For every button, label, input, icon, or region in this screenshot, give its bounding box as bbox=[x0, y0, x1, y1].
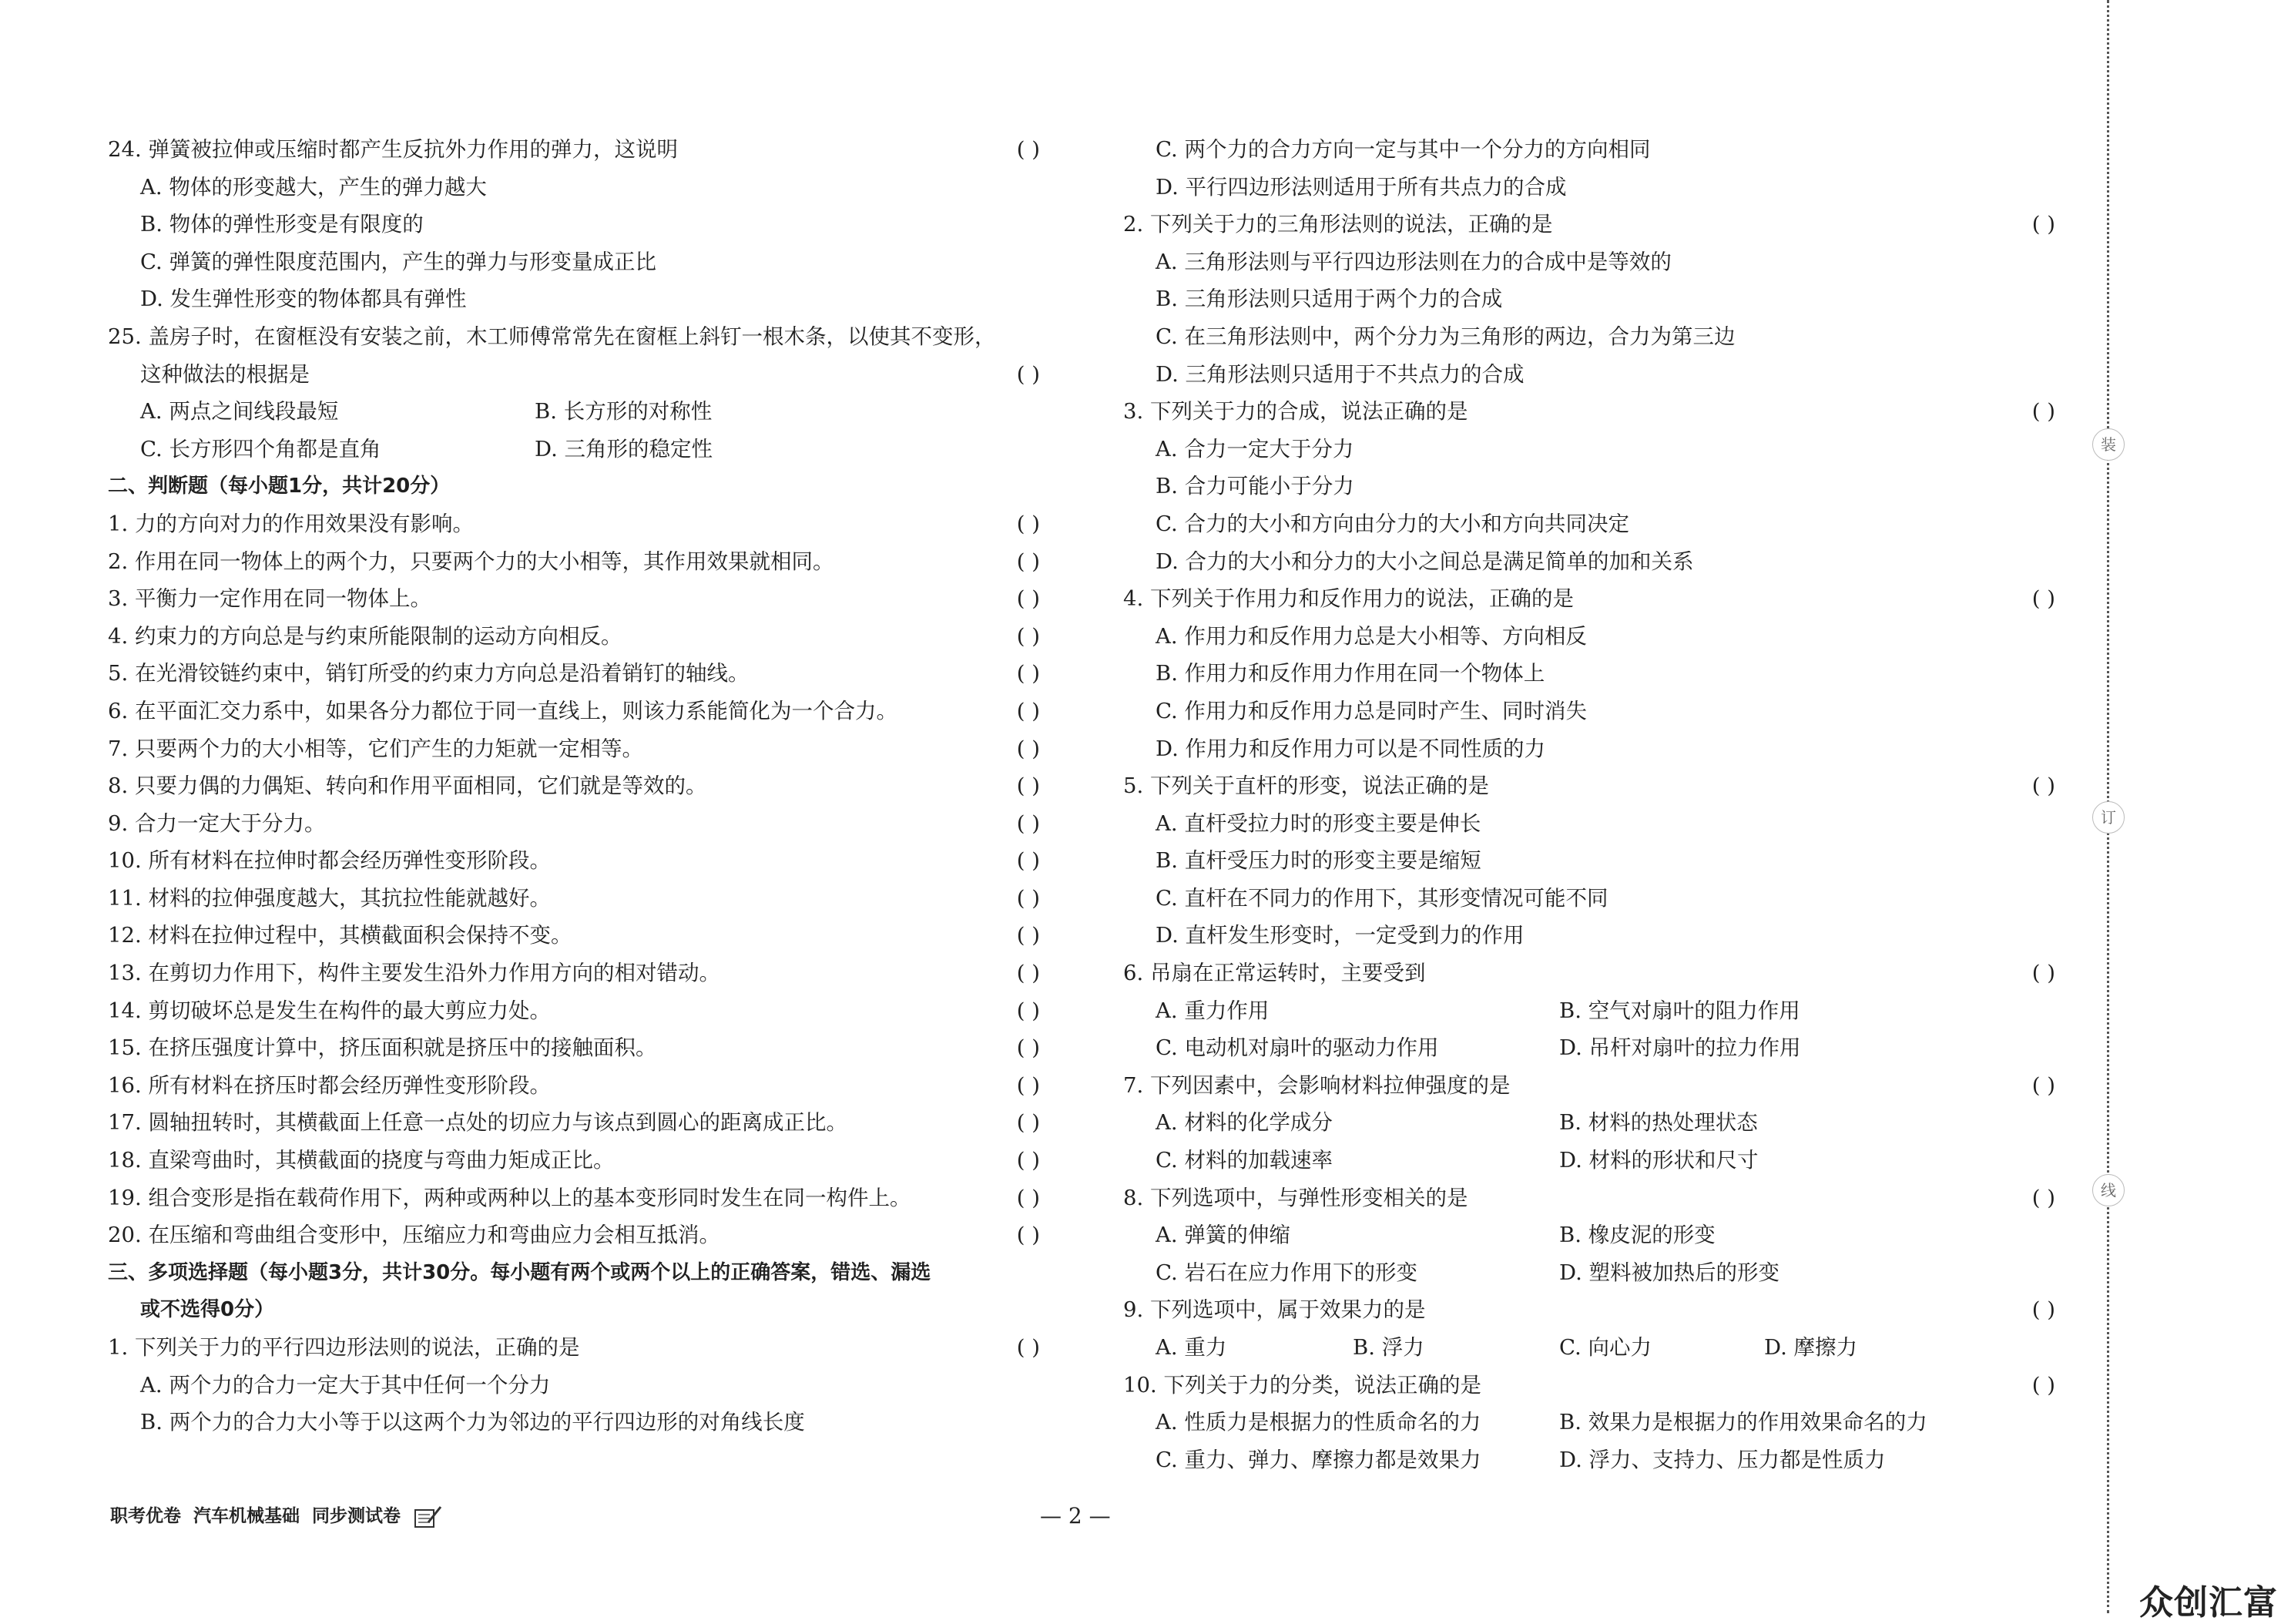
judge-text: 19. 组合变形是指在载荷作用下，两种或两种以上的基本变形同时发生在同一构件上。 bbox=[108, 1185, 911, 1210]
answer-blank[interactable]: ( ) bbox=[1016, 736, 1040, 761]
judge-text: 18. 直梁弯曲时，其横截面的挠度与弯曲力矩成正比。 bbox=[108, 1148, 615, 1173]
judge-text: 8. 只要力偶的力偶矩、转向和作用平面相同，它们就是等效的。 bbox=[108, 773, 707, 799]
answer-blank[interactable]: ( ) bbox=[1016, 661, 1040, 686]
answer-blank[interactable]: ( ) bbox=[2031, 399, 2055, 424]
option-row bbox=[1123, 1104, 2055, 1142]
answer-blank[interactable]: ( ) bbox=[1016, 1335, 1040, 1360]
judge-text: 4. 约束力的方向总是与约束所能限制的运动方向相反。 bbox=[108, 623, 622, 649]
option: B. 材料的热处理状态 bbox=[1559, 1110, 1758, 1136]
answer-blank[interactable]: ( ) bbox=[1016, 361, 1040, 387]
answer-blank[interactable]: ( ) bbox=[1016, 848, 1040, 874]
judge-item bbox=[108, 618, 1040, 656]
option: A. 重力 bbox=[1156, 1335, 1227, 1360]
judge-item bbox=[108, 1067, 1040, 1105]
option: D. 三角形法则只适用于不共点力的合成 bbox=[1156, 361, 1525, 387]
option: C. 弹簧的弹性限度范围内，产生的弹力与形变量成正比 bbox=[140, 249, 657, 274]
judge-text: 14. 剪切破坏总是发生在构件的最大剪应力处。 bbox=[108, 998, 551, 1023]
option: D. 塑料被加热后的形变 bbox=[1559, 1260, 1780, 1285]
option: D. 平行四边形法则适用于所有共点力的合成 bbox=[1156, 174, 1567, 200]
answer-blank[interactable]: ( ) bbox=[2031, 1072, 2055, 1098]
question-stem: 25. 盖房子时，在窗框没有安装之前，木工师傅常常先在窗框上斜钉一根木条，以使其不变形， bbox=[108, 324, 996, 349]
answer-blank[interactable]: ( ) bbox=[1016, 549, 1040, 574]
option: B. 作用力和反作用力作用在同一个物体上 bbox=[1156, 661, 1545, 686]
option: C. 直杆在不同力的作用下，其形变情况可能不同 bbox=[1156, 885, 1608, 911]
option: A. 材料的化学成分 bbox=[1156, 1110, 1333, 1136]
answer-blank[interactable]: ( ) bbox=[2031, 586, 2055, 612]
page-number: — 2 — bbox=[1040, 1503, 1111, 1528]
answer-blank[interactable]: ( ) bbox=[1016, 885, 1040, 911]
notebook-pen-icon bbox=[413, 1504, 444, 1530]
question-text: 6. 吊扇在正常运转时，主要受到 bbox=[1123, 961, 1426, 986]
option: A. 性质力是根据力的性质命名的力 bbox=[1156, 1410, 1481, 1435]
option: C. 重力、弹力、摩擦力都是效果力 bbox=[1156, 1447, 1481, 1472]
question-stem bbox=[1123, 1367, 2055, 1404]
option: A. 合力一定大于分力 bbox=[1156, 436, 1354, 461]
judge-text: 2. 作用在同一物体上的两个力，只要两个力的大小相等，其作用效果就相同。 bbox=[108, 549, 834, 574]
answer-blank[interactable]: ( ) bbox=[1016, 137, 1040, 162]
option-row bbox=[1123, 1441, 2055, 1479]
question-stem bbox=[1123, 1179, 2055, 1217]
question-stem bbox=[1123, 393, 2055, 431]
section-title: 三、多项选择题（每小题3分，共计30分。每小题有两个或两个以上的正确答案，错选、漏选 bbox=[108, 1260, 931, 1284]
question-text: 9. 下列选项中，属于效果力的是 bbox=[1123, 1297, 1426, 1323]
answer-blank[interactable]: ( ) bbox=[1016, 998, 1040, 1023]
option: B. 长方形的对称性 bbox=[535, 399, 713, 424]
option: D. 摩擦力 bbox=[1764, 1335, 1858, 1360]
question-text: 10. 下列关于力的分类，说法正确的是 bbox=[1123, 1372, 1481, 1398]
option: A. 两个力的合力一定大于其中任何一个分力 bbox=[140, 1372, 551, 1398]
left-column bbox=[108, 131, 1040, 1441]
question-stem bbox=[1123, 1067, 2055, 1105]
answer-blank[interactable]: ( ) bbox=[1016, 773, 1040, 799]
question-text: 3. 下列关于力的合成，说法正确的是 bbox=[1123, 399, 1468, 424]
option: C. 长方形四个角都是直角 bbox=[140, 436, 381, 461]
question-text: 8. 下列选项中，与弹性形变相关的是 bbox=[1123, 1185, 1468, 1210]
judge-text: 20. 在压缩和弯曲组合变形中，压缩应力和弯曲应力会相互抵消。 bbox=[108, 1223, 720, 1248]
judge-text: 10. 所有材料在拉伸时都会经历弹性变形阶段。 bbox=[108, 848, 551, 874]
answer-blank[interactable]: ( ) bbox=[1016, 698, 1040, 723]
option: B. 效果力是根据力的作用效果命名的力 bbox=[1559, 1410, 1927, 1435]
option-row bbox=[1123, 1142, 2055, 1179]
judge-text: 9. 合力一定大于分力。 bbox=[108, 810, 326, 836]
option: A. 物体的形变越大，产生的弹力越大 bbox=[140, 174, 487, 200]
judge-item bbox=[108, 1216, 1040, 1254]
option: C. 电动机对扇叶的驱动力作用 bbox=[1156, 1035, 1439, 1061]
judge-text: 12. 材料在拉伸过程中，其横截面积会保持不变。 bbox=[108, 923, 572, 948]
question-stem bbox=[108, 131, 1040, 169]
judge-text: 15. 在挤压强度计算中，挤压面积就是挤压中的接触面积。 bbox=[108, 1035, 657, 1061]
judge-item bbox=[108, 505, 1040, 543]
option: D. 吊杆对扇叶的拉力作用 bbox=[1559, 1035, 1801, 1061]
series-name: 职考优卷 bbox=[110, 1506, 181, 1526]
option: C. 在三角形法则中，两个分力为三角形的两边，合力为第三边 bbox=[1156, 324, 1736, 349]
option-row bbox=[1123, 1329, 2055, 1367]
question-text: 5. 下列关于直杆的形变，说法正确的是 bbox=[1123, 773, 1489, 799]
footer-brand bbox=[110, 1502, 444, 1530]
judge-text: 16. 所有材料在挤压时都会经历弹性变形阶段。 bbox=[108, 1072, 551, 1098]
option-row bbox=[1123, 1254, 2055, 1292]
answer-blank[interactable]: ( ) bbox=[1016, 511, 1040, 536]
judge-item bbox=[108, 1179, 1040, 1217]
option-row bbox=[1123, 1029, 2055, 1067]
option: A. 直杆受拉力时的形变主要是伸长 bbox=[1156, 810, 1481, 836]
question-text: 7. 下列因素中，会影响材料拉伸强度的是 bbox=[1123, 1072, 1511, 1098]
answer-blank[interactable]: ( ) bbox=[2031, 961, 2055, 986]
option: A. 重力作用 bbox=[1156, 998, 1270, 1023]
judge-item bbox=[108, 1104, 1040, 1142]
option-row bbox=[1123, 1404, 2055, 1441]
answer-blank[interactable]: ( ) bbox=[2031, 1297, 2055, 1323]
question-stem bbox=[1123, 955, 2055, 992]
option: A. 三角形法则与平行四边形法则在力的合成中是等效的 bbox=[1156, 249, 1672, 274]
option: A. 作用力和反作用力总是大小相等、方向相反 bbox=[1156, 623, 1587, 649]
subject-name: 汽车机械基础 bbox=[193, 1506, 300, 1526]
judge-item bbox=[108, 880, 1040, 918]
answer-blank[interactable]: ( ) bbox=[1016, 586, 1040, 612]
answer-blank[interactable]: ( ) bbox=[1016, 1110, 1040, 1136]
answer-blank[interactable]: ( ) bbox=[2031, 1372, 2055, 1398]
judge-item bbox=[108, 1142, 1040, 1179]
option: C. 两个力的合力方向一定与其中一个分力的方向相同 bbox=[1156, 137, 1651, 162]
option: B. 两个力的合力大小等于以这两个力为邻边的平行四边形的对角线长度 bbox=[140, 1410, 805, 1435]
answer-blank[interactable]: ( ) bbox=[1016, 923, 1040, 948]
answer-blank[interactable]: ( ) bbox=[1016, 1148, 1040, 1173]
option: B. 三角形法则只适用于两个力的合成 bbox=[1156, 287, 1503, 312]
judge-text: 7. 只要两个力的大小相等，它们产生的力矩就一定相等。 bbox=[108, 736, 643, 761]
judge-item bbox=[108, 580, 1040, 618]
question-text: 2. 下列关于力的三角形法则的说法，正确的是 bbox=[1123, 212, 1553, 237]
answer-blank[interactable]: ( ) bbox=[2031, 773, 2055, 799]
question-stem bbox=[1123, 767, 2055, 805]
option: C. 岩石在应力作用下的形变 bbox=[1156, 1260, 1418, 1285]
option-row bbox=[108, 431, 1040, 468]
judge-item bbox=[108, 917, 1040, 955]
answer-blank[interactable]: ( ) bbox=[1016, 1223, 1040, 1248]
option: D. 作用力和反作用力可以是不同性质的力 bbox=[1156, 736, 1546, 761]
binding-seal: 装 bbox=[2092, 428, 2125, 461]
option: B. 合力可能小于分力 bbox=[1156, 474, 1354, 499]
judge-item bbox=[108, 805, 1040, 843]
option: C. 作用力和反作用力总是同时产生、同时消失 bbox=[1156, 698, 1588, 723]
question-text: 这种做法的根据是 bbox=[140, 361, 310, 387]
binding-seal: 订 bbox=[2092, 801, 2125, 834]
option: D. 发生弹性形变的物体都具有弹性 bbox=[140, 287, 467, 312]
option: C. 材料的加载速率 bbox=[1156, 1148, 1333, 1173]
option: D. 直杆发生形变时，一定受到力的作用 bbox=[1156, 923, 1525, 948]
judge-text: 13. 在剪切力作用下，构件主要发生沿外力作用方向的相对错动。 bbox=[108, 961, 720, 986]
section-title-cont: 或不选得0分） bbox=[140, 1298, 275, 1322]
question-stem-cont bbox=[108, 356, 1040, 394]
judge-text: 17. 圆轴扭转时，其横截面上任意一点处的切应力与该点到圆心的距离成正比。 bbox=[108, 1110, 847, 1136]
judge-item bbox=[108, 655, 1040, 693]
answer-blank[interactable]: ( ) bbox=[1016, 1035, 1040, 1061]
judge-text: 1. 力的方向对力的作用效果没有影响。 bbox=[108, 511, 474, 536]
answer-blank[interactable]: ( ) bbox=[1016, 623, 1040, 649]
question-stem bbox=[1123, 206, 2055, 243]
option: D. 材料的形状和尺寸 bbox=[1559, 1148, 1759, 1173]
option: B. 橡皮泥的形变 bbox=[1559, 1223, 1716, 1248]
option-row bbox=[1123, 1216, 2055, 1254]
judge-text: 3. 平衡力一定作用在同一物体上。 bbox=[108, 586, 431, 612]
option: A. 两点之间线段最短 bbox=[140, 399, 339, 424]
question-stem bbox=[108, 1329, 1040, 1367]
answer-blank[interactable]: ( ) bbox=[1016, 810, 1040, 836]
judge-text: 5. 在光滑铰链约束中，销钉所受的约束力方向总是沿着销钉的轴线。 bbox=[108, 661, 750, 686]
judge-text: 11. 材料的拉伸强度越大，其抗拉性能就越好。 bbox=[108, 885, 551, 911]
answer-blank[interactable]: ( ) bbox=[1016, 961, 1040, 986]
option-row bbox=[1123, 992, 2055, 1030]
option: D. 三角形的稳定性 bbox=[535, 436, 713, 461]
question-stem bbox=[1123, 1291, 2055, 1329]
option: D. 合力的大小和分力的大小之间总是满足简单的加和关系 bbox=[1156, 549, 1694, 574]
judge-text: 6. 在平面汇交力系中，如果各分力都位于同一直线上，则该力系能简化为一个合力。 bbox=[108, 698, 897, 723]
option: B. 直杆受压力时的形变主要是缩短 bbox=[1156, 848, 1481, 874]
option: B. 物体的弹性形变是有限度的 bbox=[140, 212, 424, 237]
option: D. 浮力、支持力、压力都是性质力 bbox=[1559, 1447, 1886, 1472]
option: A. 弹簧的伸缩 bbox=[1156, 1223, 1290, 1248]
question-text: 1. 下列关于力的平行四边形法则的说法，正确的是 bbox=[108, 1335, 580, 1360]
section-title: 二、判断题（每小题1分，共计20分） bbox=[108, 475, 451, 498]
option: B. 空气对扇叶的阻力作用 bbox=[1559, 998, 1800, 1023]
paper-type: 同步测试卷 bbox=[312, 1506, 401, 1526]
watermark-logo: 众创汇富 bbox=[2139, 1583, 2278, 1622]
judge-item bbox=[108, 992, 1040, 1030]
answer-blank[interactable]: ( ) bbox=[1016, 1072, 1040, 1098]
option: C. 向心力 bbox=[1559, 1335, 1652, 1360]
answer-blank[interactable]: ( ) bbox=[1016, 1185, 1040, 1210]
option: B. 浮力 bbox=[1353, 1335, 1424, 1360]
judge-item bbox=[108, 543, 1040, 581]
judge-item bbox=[108, 693, 1040, 730]
judge-item bbox=[108, 842, 1040, 880]
question-text: 24. 弹簧被拉伸或压缩时都产生反抗外力作用的弹力，这说明 bbox=[108, 137, 678, 162]
option-row bbox=[108, 393, 1040, 431]
judge-item bbox=[108, 1029, 1040, 1067]
answer-blank[interactable]: ( ) bbox=[2031, 1185, 2055, 1210]
judge-item bbox=[108, 730, 1040, 768]
judge-list bbox=[108, 505, 1040, 1254]
question-stem bbox=[1123, 580, 2055, 618]
answer-blank[interactable]: ( ) bbox=[2031, 212, 2055, 237]
judge-item bbox=[108, 767, 1040, 805]
binding-seal: 线 bbox=[2092, 1174, 2125, 1206]
right-column bbox=[1123, 131, 2055, 1478]
question-text: 4. 下列关于作用力和反作用力的说法，正确的是 bbox=[1123, 586, 1574, 612]
option: C. 合力的大小和方向由分力的大小和方向共同决定 bbox=[1156, 511, 1630, 536]
judge-item bbox=[108, 955, 1040, 992]
